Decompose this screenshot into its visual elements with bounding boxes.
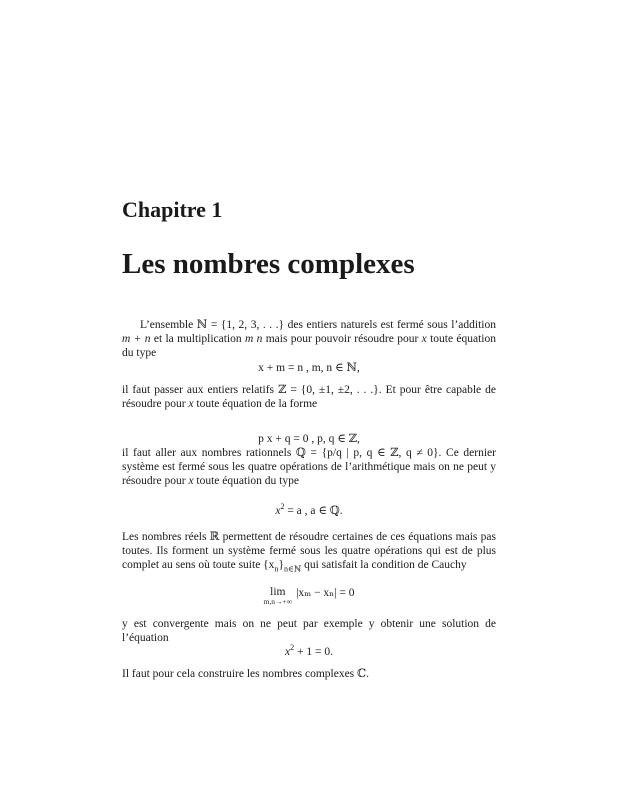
paragraph-reals: Les nombres réels ℝ permettent de résoudre certaines de ces équations mais pas toutes. Ils forment un système fermé sous les quatre opérations qui est de plus complet au sens où toute suite $\{x_n\}_{n\in ℕ}$ qui satisfait la condition de Cauchy	[122, 531, 496, 574]
chapter-label: Chapitre 1	[122, 197, 223, 222]
equation-naturals: x + m = n , m, n ∈ ℕ,	[258, 362, 360, 374]
equation-integers: p x + q = 0 , p, q ∈ ℤ,	[258, 433, 360, 445]
paragraph-integers: il faut passer aux entiers relatifs ℤ = {0, ±1, ±2, . . .}. Et pour être capable de résoudre pour x toute équation de la forme	[122, 384, 496, 410]
equation-cauchy: lim m,n→+∞ |xₘ − xₙ| = 0	[263, 586, 355, 606]
equation-rationals: $x^2 = a$ , a ∈ ℚ.	[275, 502, 343, 517]
paragraph-complex: Il faut pour cela construire les nombres complexes ℂ.	[122, 668, 370, 680]
paragraph-rationals: il faut aller aux nombres rationnels ℚ = {p/q | p, q ∈ ℤ, q ≠ 0}. Ce dernier système est fermé sous les quatre opérations de l’arithmétique mais on ne peut y résoudre pour x toute équation du type	[122, 447, 496, 487]
paragraph-convergent: y est convergente mais on ne peut par exemple y obtenir une solution de l’équation	[122, 618, 496, 644]
paragraph-naturals: L’ensemble ℕ = {1, 2, 3, . . .} des entiers naturels est fermé sous l’addition m + n et la multiplication m n mais pour pouvoir résoudre pour x toute équation du type	[122, 319, 496, 359]
chapter-title: Les nombres complexes	[122, 248, 415, 280]
equation-complex: $x^2 + 1 = 0$.	[285, 643, 333, 658]
